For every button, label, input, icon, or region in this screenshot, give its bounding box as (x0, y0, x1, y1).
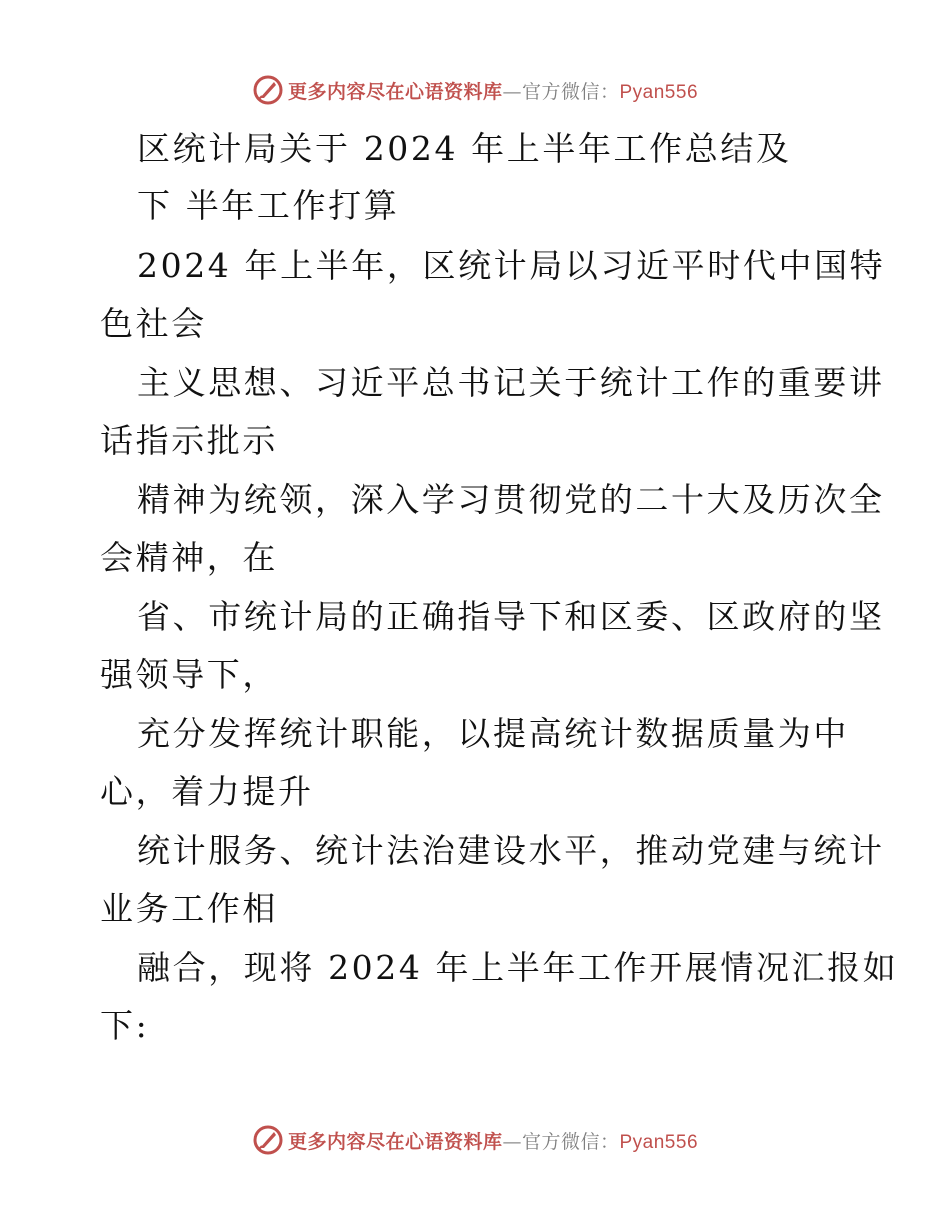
paragraph-line: 心，着力提升 (100, 772, 314, 811)
watermark-brand: 更多内容尽在心语资料库 (287, 80, 503, 103)
watermark-dash: — (502, 80, 522, 103)
paragraph-line: 2024 年上半年，区统计局以习近平时代中国特 (137, 246, 886, 285)
paragraph-line: 色社会 (100, 304, 207, 343)
paragraph-line: 精神为统领，深入学习贯彻党的二十大及历次全 (137, 480, 885, 519)
footer-watermark (0, 1122, 950, 1158)
paragraph-line: 主义思想、习近平总书记关于统计工作的重要讲 (137, 363, 885, 402)
paragraph-line: 省、市统计局的正确指导下和区委、区政府的坚 (137, 597, 885, 636)
paragraph-line: 充分发挥统计职能，以提高统计数据质量为中 (137, 714, 849, 753)
paragraph-line: 话指示批示 (100, 421, 278, 460)
watermark-wechat-id: Pyan556 (619, 81, 699, 103)
header-watermark (0, 72, 950, 108)
title-line-2: 下 半年工作打算 (137, 186, 400, 225)
paragraph-line: 强领导下， (100, 655, 278, 694)
watermark-dash: — (502, 1130, 522, 1153)
paragraph-line: 会精神，在 (100, 538, 278, 577)
paragraph-line: 统计服务、统计法治建设水平，推动党建与统计 (137, 831, 885, 870)
feather-pen-logo-icon (252, 1124, 284, 1156)
paragraph-line: 业务工作相 (100, 889, 278, 928)
paragraph-line: 融合，现将 2024 年上半年工作开展情况汇报如 (137, 948, 899, 987)
watermark-wechat-label: 官方微信： (521, 1130, 620, 1153)
watermark-wechat-label: 官方微信： (521, 80, 620, 103)
paragraph-line: 下: (100, 1006, 150, 1045)
watermark-wechat-id: Pyan556 (619, 1131, 699, 1153)
watermark-brand: 更多内容尽在心语资料库 (287, 1130, 503, 1153)
title-line-1: 区统计局关于 2024 年上半年工作总结及 (137, 129, 792, 168)
feather-pen-logo-icon (252, 74, 284, 106)
